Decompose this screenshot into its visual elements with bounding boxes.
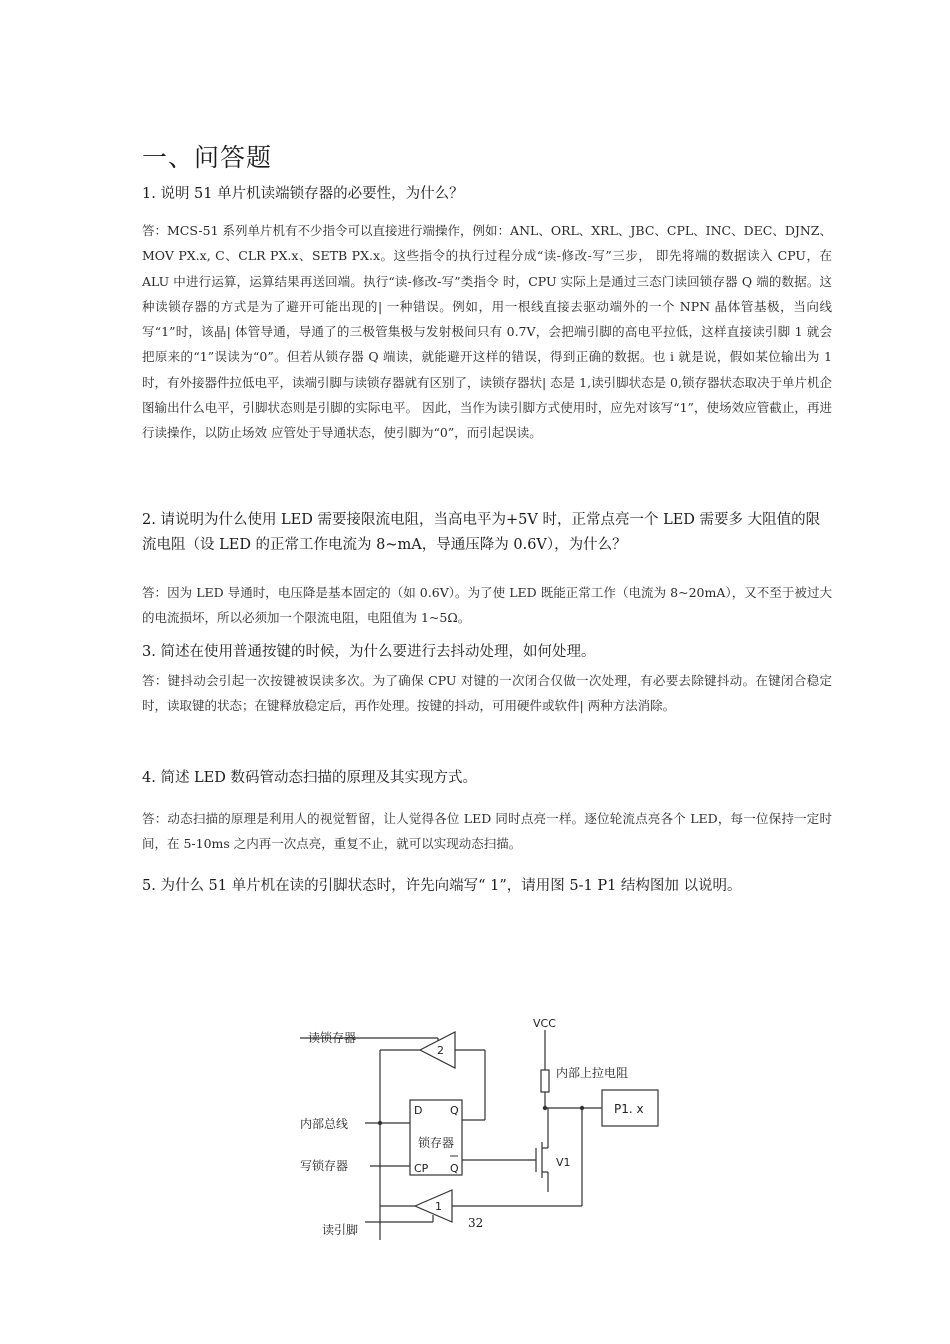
label-read-latch: 读锁存器 — [308, 1031, 357, 1045]
label-pullup: 内部上拉电阻 — [556, 1066, 629, 1080]
label-cp: CP — [414, 1162, 429, 1175]
answer-4: 答：动态扫描的原理是利用人的视觉暂留，让人觉得各位 LED 同时点亮一样。逐位轮流点亮各个 LED，每一位保持一定时间，在 5-10ms 之内再一次点亮，重复不止，就可以实现动态扫描。 — [142, 811, 832, 852]
label-fet: V1 — [556, 1156, 571, 1169]
label-pin: P1. x — [614, 1102, 644, 1116]
question-4: 4. 简述 LED 数码管动态扫描的原理及其实现方式。 — [142, 770, 477, 786]
page-title: 一、问答题 — [142, 143, 273, 172]
question-5: 5. 为什么 51 单片机在读的引脚状态时，许先向端写“ 1”，请用图 5-1 P1 结构图加 以说明。 — [142, 878, 742, 894]
label-qbar: Q — [450, 1162, 459, 1175]
page-number: 32 — [468, 1216, 484, 1230]
pullup-resistor — [541, 1070, 549, 1092]
answer-3: 答：键抖动会引起一次按键被误读多次。为了确保 CPU 对键的一次闭合仅做一次处理，有必要去除键抖动。在键闭合稳定时，读取键的状态；在键释放稳定后，再作处理。按键的抖动，可用硬件或软件| 两种方法消除。 — [142, 673, 832, 714]
label-vcc: VCC — [533, 1017, 556, 1030]
answer-1: 答：MCS-51 系列单片机有不少指令可以直接进行端操作，例如：ANL、ORL、XRL、JBC、CPL、INC、DEC、DJNZ、MOV PX.x, C、CLR PX.x、SETB PX.x。这些指令的执行过程分成“读-修改-写”三步， 即先将端的数据读入 CPU，在 ALU 中进行运算，运算结果再送回端。执行“读-修改-写”类指令 时，CPU 实际上是通过三态门读回锁存器 Q 端的数据。这种读锁存器的方式是为了避开可能出现的| 一种错误。例如，用一根线直接去驱动端外的一个 NPN 晶体管基极，当向线写“1”时，该晶| 体管导通，导通了的三极管集极与发射极间只有 0.7V，会把端引脚的高电平拉低，这样直接读引脚 1 就会把原来的“1”误读为“0”。但若从锁存器 Q 端读，就能避开这样的错误，得到正确的数据。也 i 就是说，假如某位输出为 1 时，有外接器件拉低电平，读端引脚与读锁存器就有区别了，读锁存器状| 态是 1,读引脚状态是 0,锁存器状态取决于单片机企图输出什么电平，引脚状态则是引脚的实际电平。 因此，当作为读引脚方式使用时，应先对该写“1”，使场效应管截止，再进行读操作，以防止场效 应管处于导通状态，使引脚为“0”，而引起误读。 — [142, 223, 832, 441]
label-write-latch: 写锁存器 — [300, 1159, 349, 1173]
answer-2: 答：因为 LED 导通时，电压降是基本固定的（如 0.6V）。为了使 LED 既能正常工作（电流为 8~20mA），又不至于被过大的电流损坏，所以必须加一个限流电阻，电阻值为 1~5Ω。 — [142, 585, 832, 626]
question-3: 3. 简述在使用普通按键的时候，为什么要进行去抖动处理，如何处理。 — [142, 644, 596, 660]
label-q: Q — [450, 1104, 459, 1117]
label-latch: 锁存器 — [418, 1136, 455, 1150]
label-internal-bus: 内部总线 — [300, 1117, 349, 1131]
label-buffer-2: 2 — [437, 1044, 444, 1057]
label-read-pin: 读引脚 — [322, 1223, 359, 1237]
label-buffer-1: 1 — [435, 1200, 442, 1213]
question-1: 1. 说明 51 单片机读端锁存器的必要性，为什么？ — [142, 186, 464, 202]
label-d: D — [414, 1104, 423, 1117]
question-2: 2. 请说明为什么使用 LED 需要接限流电阻，当高电平为+5V 时，正常点亮一个 LED 需要多 大阻值的限流电阻（设 LED 的正常工作电流为 8~mA，导通压降为 0.6V），为什么？ — [142, 512, 821, 553]
